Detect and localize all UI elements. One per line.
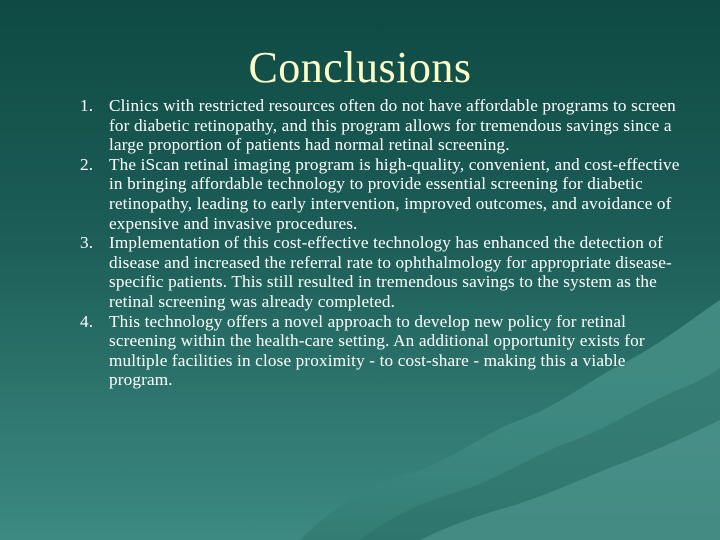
item-number: 1. (80, 96, 94, 115)
list-item (72, 312, 684, 390)
list-item (72, 96, 684, 155)
item-text: This technology offers a novel approach to develop new policy for retinal screening within the health-care setting. An additional opportunity exists for multiple facilities in close proximity - to cost-share - making this a viable program. (109, 311, 645, 390)
item-text: The iScan retinal imaging program is high-quality, convenient, and cost-effective in bringing affordable technology to provide essential screening for diabetic retinopathy, leading to early intervention, improved outcomes, and avoidance of expensive and invasive procedures. (109, 154, 680, 233)
list-item (72, 233, 684, 311)
item-number: 2. (80, 154, 94, 174)
conclusions-list (72, 96, 684, 390)
slide-title: Conclusions (248, 43, 472, 92)
item-text: Implementation of this cost-effective technology has enhanced the detection of disease and increased the referral rate to ophthalmology for appropriate disease-specific patients. This still resulted in tremendous savings to the system as the retinal screening was already completed. (109, 233, 672, 311)
item-text: Clinics with restricted resources often do not have affordable programs to screen for diabetic retinopathy, and this program allows for tremendous savings since a large proportion of patients had normal retinal screening. (109, 96, 676, 155)
item-number: 3. (80, 233, 94, 253)
item-number: 4. (80, 311, 94, 331)
list-item (72, 155, 684, 233)
